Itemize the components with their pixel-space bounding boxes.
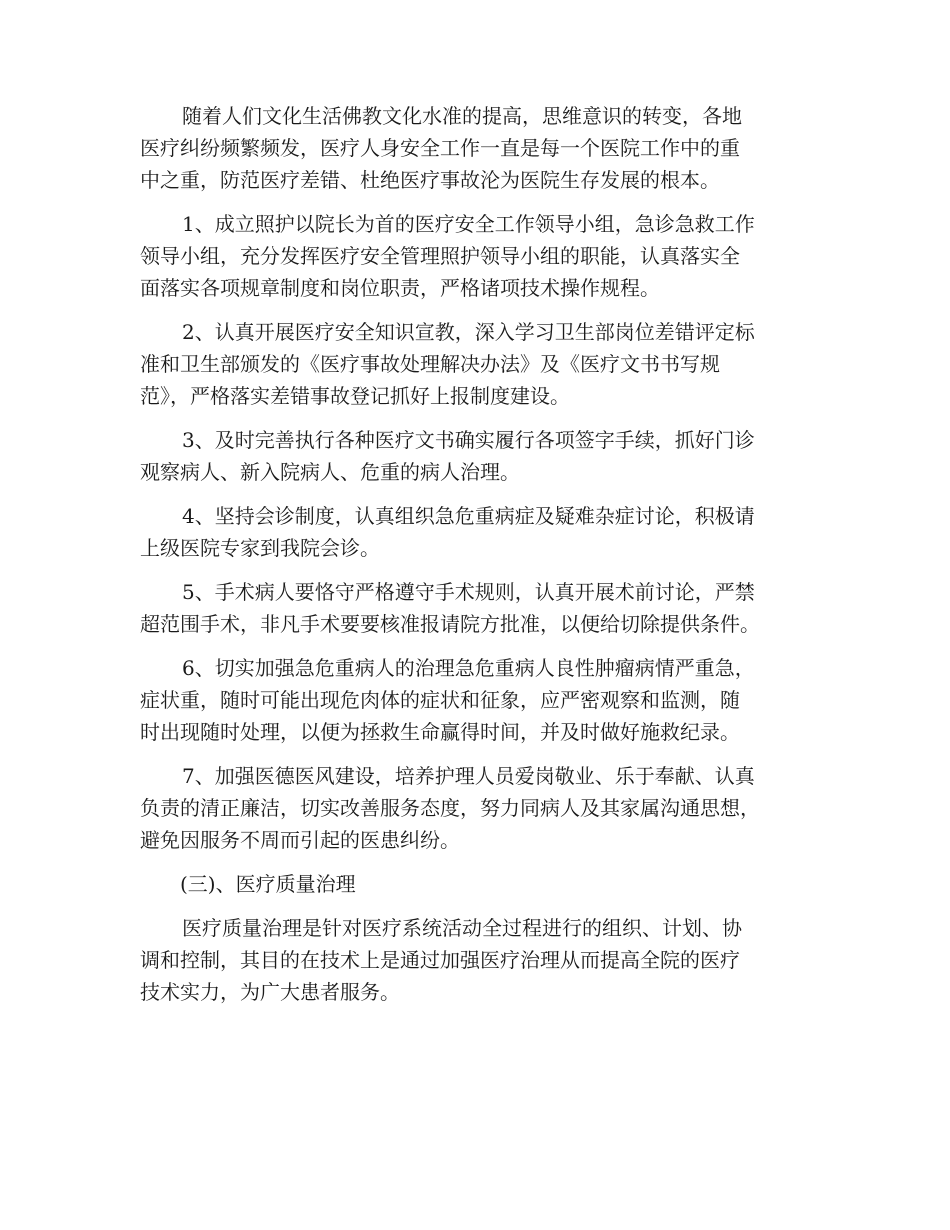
- paragraph-quality: [140, 912, 820, 1008]
- text-line: 上级医院专家到我院会诊。: [140, 536, 380, 560]
- text-line: 6、切实加强急危重病人的治理急危重病人良性肿瘤病情严重急，: [182, 656, 755, 680]
- text-line: 准和卫生部颁发的《医疗事故处理解决办法》及《医疗文书书写规: [140, 352, 720, 376]
- text-line: 超范围手术，非凡手术要要核准报请院方批准，以便给切除提供条件。: [140, 612, 760, 636]
- text-line: 中之重，防范医疗差错、杜绝医疗事故沦为医院生存发展的根本。: [140, 168, 720, 192]
- text-line: 领导小组，充分发挥医疗安全管理照护领导小组的职能，认真落实全: [140, 244, 740, 268]
- text-line: 7、加强医德医风建设，培养护理人员爱岗敬业、乐于奉献、认真: [182, 764, 755, 788]
- paragraph-item-7: [140, 760, 820, 856]
- text-line: 时出现随时处理，以便为拯救生命赢得时间，并及时做好施救纪录。: [140, 720, 740, 744]
- text-line: 面落实各项规章制度和岗位职责，严格诸项技术操作规程。: [140, 276, 660, 300]
- text-line: 负责的清正廉洁，切实改善服务态度，努力同病人及其家属沟通思想，: [140, 796, 760, 820]
- paragraph-item-1: [140, 208, 820, 304]
- text-line: 观察病人、新入院病人、危重的病人治理。: [140, 460, 520, 484]
- document-page: [140, 100, 820, 1020]
- text-line: 1、成立照护以院长为首的医疗安全工作领导小组，急诊急救工作: [182, 212, 755, 236]
- text-line: 症状重，随时可能出现危肉体的症状和征象，应严密观察和监测，随: [140, 688, 740, 712]
- text-line: 5、手术病人要恪守严格遵守手术规则，认真开展术前讨论，严禁: [182, 580, 755, 604]
- section-heading-text: (三)、医疗质量治理: [180, 872, 356, 896]
- text-line: 范》，严格落实差错事故登记抓好上报制度建设。: [140, 384, 570, 408]
- paragraph-intro: [140, 100, 820, 196]
- text-line: 避免因服务不周而引起的医患纠纷。: [140, 828, 460, 852]
- paragraph-item-4: [140, 500, 820, 564]
- text-line: 随着人们文化生活佛教文化水准的提高，思维意识的转变，各地: [182, 104, 742, 128]
- paragraph-item-2: [140, 316, 820, 412]
- paragraph-item-3: [140, 424, 820, 488]
- text-line: 医疗纠纷频繁频发，医疗人身安全工作一直是每一个医院工作中的重: [140, 136, 740, 160]
- paragraph-item-6: [140, 652, 820, 748]
- text-line: 2、认真开展医疗安全知识宣教，深入学习卫生部岗位差错评定标: [182, 320, 755, 344]
- paragraph-item-5: [140, 576, 820, 640]
- text-line: 技术实力，为广大患者服务。: [140, 980, 400, 1004]
- text-line: 调和控制，其目的在技术上是通过加强医疗治理从而提高全院的医疗: [140, 948, 740, 972]
- text-line: 4、坚持会诊制度，认真组织急危重病症及疑难杂症讨论，积极请: [182, 504, 755, 528]
- text-line: 医疗质量治理是针对医疗系统活动全过程进行的组织、计划、协: [182, 916, 742, 940]
- text-line: 3、及时完善执行各种医疗文书确实履行各项签字手续，抓好门诊: [182, 428, 755, 452]
- section-heading: [140, 868, 820, 900]
